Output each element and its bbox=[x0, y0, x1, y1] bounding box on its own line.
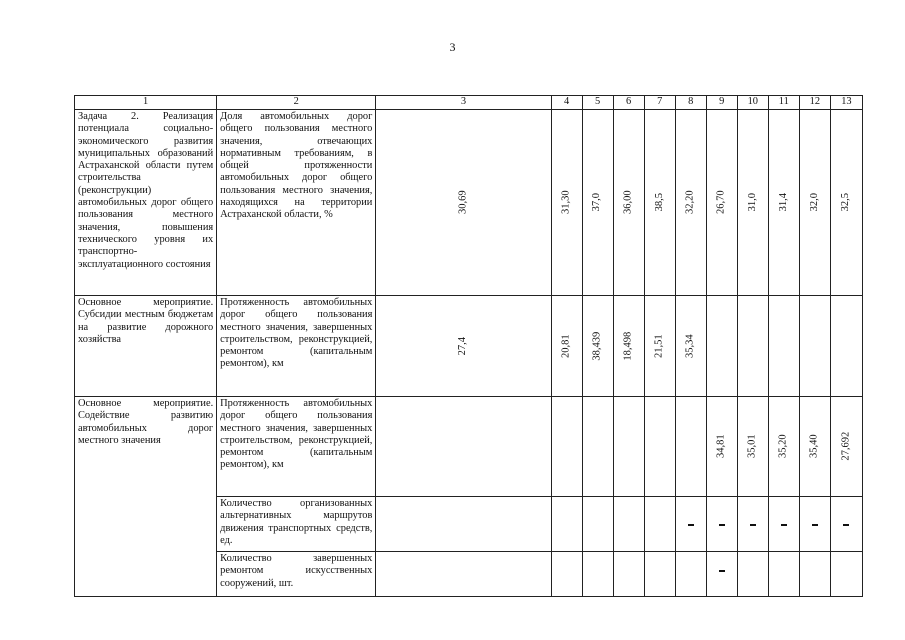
value-cell-col-7 bbox=[644, 110, 675, 296]
value-cell-col-13 bbox=[830, 552, 862, 597]
value-cell-col-13 bbox=[830, 296, 862, 397]
value-text: 27,4 bbox=[457, 336, 469, 356]
value-cell-col-9 bbox=[706, 110, 737, 296]
value-cell-col-8 bbox=[675, 110, 706, 296]
value-text: 32,5 bbox=[840, 193, 852, 212]
value-cell-col-10 bbox=[737, 552, 768, 597]
value-cell-col-11 bbox=[768, 497, 799, 552]
value-cell-col-5 bbox=[582, 552, 613, 597]
header-cell-2: 2 bbox=[217, 96, 376, 110]
header-cell-7: 7 bbox=[644, 96, 675, 110]
value-cell-col-7 bbox=[644, 296, 675, 397]
header-cell-11: 11 bbox=[768, 96, 799, 110]
task-cell bbox=[75, 397, 217, 597]
value-text: 35,01 bbox=[746, 434, 758, 459]
value-text: 34,81 bbox=[715, 434, 727, 459]
table-row bbox=[75, 397, 863, 497]
value-cell-col-4 bbox=[551, 296, 582, 397]
dash-mark bbox=[750, 524, 756, 526]
indicator-text: Доля автомобильных дорог общего пользования местного значения, отвечающих нормативным требованиям, в общей протяженности автомобильных дорог общего пользования местного значения, находящихся на территории Астраханской области, % bbox=[220, 111, 373, 221]
value-cell-col-5 bbox=[582, 110, 613, 296]
value-text: 30,69 bbox=[457, 190, 469, 215]
value-cell-col-12 bbox=[799, 110, 830, 296]
value-text: 20,81 bbox=[560, 334, 572, 358]
value-cell-col-10 bbox=[737, 110, 768, 296]
value-text: 35,40 bbox=[808, 434, 820, 459]
header-cell-13: 13 bbox=[830, 96, 862, 110]
value-text: 38,439 bbox=[591, 331, 603, 361]
value-cell-col-4 bbox=[551, 397, 582, 497]
value-cell-col-9 bbox=[706, 497, 737, 552]
indicator-text: Количество организованных альтернативных маршрутов движения транспортных средств, ед. bbox=[220, 498, 373, 546]
value-cell-col-4 bbox=[551, 552, 582, 597]
indicator-text: Протяженность автомобильных дорог общего пользования местного значения, завершенных строительством, реконструкцией, ремонтом (капитальным ремонтом), км bbox=[220, 398, 373, 471]
value-cell-col-5 bbox=[582, 397, 613, 497]
value-cell-col-3 bbox=[376, 296, 551, 397]
value-cell-col-3 bbox=[376, 552, 551, 597]
indicator-cell bbox=[217, 110, 376, 296]
value-text: 32,20 bbox=[684, 190, 696, 215]
value-cell-col-8 bbox=[675, 552, 706, 597]
dash-mark bbox=[843, 524, 849, 526]
indicator-cell bbox=[217, 296, 376, 397]
indicators-table bbox=[74, 95, 863, 597]
header-cell-6: 6 bbox=[613, 96, 644, 110]
task-cell bbox=[75, 110, 217, 296]
header-cell-3: 3 bbox=[376, 96, 551, 110]
value-cell-col-4 bbox=[551, 110, 582, 296]
indicator-cell bbox=[217, 552, 376, 597]
header-cell-12: 12 bbox=[799, 96, 830, 110]
header-cell-8: 8 bbox=[675, 96, 706, 110]
header-cell-4: 4 bbox=[551, 96, 582, 110]
indicator-cell bbox=[217, 497, 376, 552]
value-cell-col-6 bbox=[613, 397, 644, 497]
value-cell-col-10 bbox=[737, 397, 768, 497]
value-text: 21,51 bbox=[653, 334, 665, 358]
value-cell-col-12 bbox=[799, 397, 830, 497]
value-cell-col-12 bbox=[799, 552, 830, 597]
value-text: 32,0 bbox=[808, 193, 820, 212]
value-cell-col-12 bbox=[799, 296, 830, 397]
value-cell-col-3 bbox=[376, 397, 551, 497]
value-cell-col-7 bbox=[644, 552, 675, 597]
value-cell-col-13 bbox=[830, 497, 862, 552]
value-text: 26,70 bbox=[715, 190, 727, 215]
header-cell-10: 10 bbox=[737, 96, 768, 110]
value-text: 18,498 bbox=[622, 331, 634, 361]
value-cell-col-7 bbox=[644, 497, 675, 552]
task-text: Задача 2. Реализация потенциала социально-экономического развития муниципальных образований Астраханской области путем строительства (реконструкции) автомобильных дорог общего пользования местного значения, повышения технического уровня их транспортно-эксплуатационного состояния bbox=[78, 111, 214, 270]
header-row bbox=[75, 96, 863, 110]
value-cell-col-8 bbox=[675, 296, 706, 397]
value-text: 31,4 bbox=[777, 193, 789, 212]
header-cell-5: 5 bbox=[582, 96, 613, 110]
value-cell-col-3 bbox=[376, 110, 551, 296]
value-cell-col-12 bbox=[799, 497, 830, 552]
value-cell-col-6 bbox=[613, 552, 644, 597]
value-cell-col-3 bbox=[376, 497, 551, 552]
value-text: 35,20 bbox=[777, 434, 789, 459]
header-cell-1: 1 bbox=[75, 96, 217, 110]
value-cell-col-9 bbox=[706, 552, 737, 597]
dash-mark bbox=[719, 570, 725, 572]
value-text: 31,30 bbox=[560, 190, 572, 215]
value-cell-col-10 bbox=[737, 296, 768, 397]
task-text: Основное мероприятие. Содействие развитию автомобильных дорог местного значения bbox=[78, 398, 214, 446]
value-text: 37,0 bbox=[591, 193, 603, 212]
value-cell-col-11 bbox=[768, 296, 799, 397]
dash-mark bbox=[812, 524, 818, 526]
table-row bbox=[75, 296, 863, 397]
dash-mark bbox=[719, 524, 725, 526]
page-number: 3 bbox=[449, 40, 456, 54]
value-cell-col-5 bbox=[582, 497, 613, 552]
indicator-text: Протяженность автомобильных дорог общего пользования местного значения, завершенных строительством, реконструкцией, ремонтом (капитальным ремонтом), км bbox=[220, 297, 373, 370]
dash-mark bbox=[688, 524, 694, 526]
value-text: 27,692 bbox=[840, 432, 852, 461]
task-text: Основное мероприятие. Субсидии местным бюджетам на развитие дорожного хозяйства bbox=[78, 297, 214, 345]
value-cell-col-9 bbox=[706, 397, 737, 497]
value-text: 36,00 bbox=[622, 190, 634, 215]
value-cell-col-4 bbox=[551, 497, 582, 552]
value-text: 38,5 bbox=[653, 193, 665, 212]
task-cell bbox=[75, 296, 217, 397]
table-row bbox=[75, 110, 863, 296]
header-cell-9: 9 bbox=[706, 96, 737, 110]
value-cell-col-9 bbox=[706, 296, 737, 397]
value-cell-col-6 bbox=[613, 296, 644, 397]
value-cell-col-11 bbox=[768, 110, 799, 296]
value-text: 31,0 bbox=[746, 193, 758, 212]
indicator-cell bbox=[217, 397, 376, 497]
value-cell-col-7 bbox=[644, 397, 675, 497]
value-cell-col-13 bbox=[830, 110, 862, 296]
dash-mark bbox=[781, 524, 787, 526]
indicator-text: Количество завершенных ремонтом искусственных сооружений, шт. bbox=[220, 553, 373, 589]
value-cell-col-6 bbox=[613, 110, 644, 296]
value-cell-col-5 bbox=[582, 296, 613, 397]
value-cell-col-6 bbox=[613, 497, 644, 552]
value-cell-col-8 bbox=[675, 397, 706, 497]
value-cell-col-11 bbox=[768, 552, 799, 597]
value-cell-col-10 bbox=[737, 497, 768, 552]
value-cell-col-13 bbox=[830, 397, 862, 497]
value-cell-col-11 bbox=[768, 397, 799, 497]
value-text: 35,34 bbox=[684, 334, 696, 358]
value-cell-col-8 bbox=[675, 497, 706, 552]
